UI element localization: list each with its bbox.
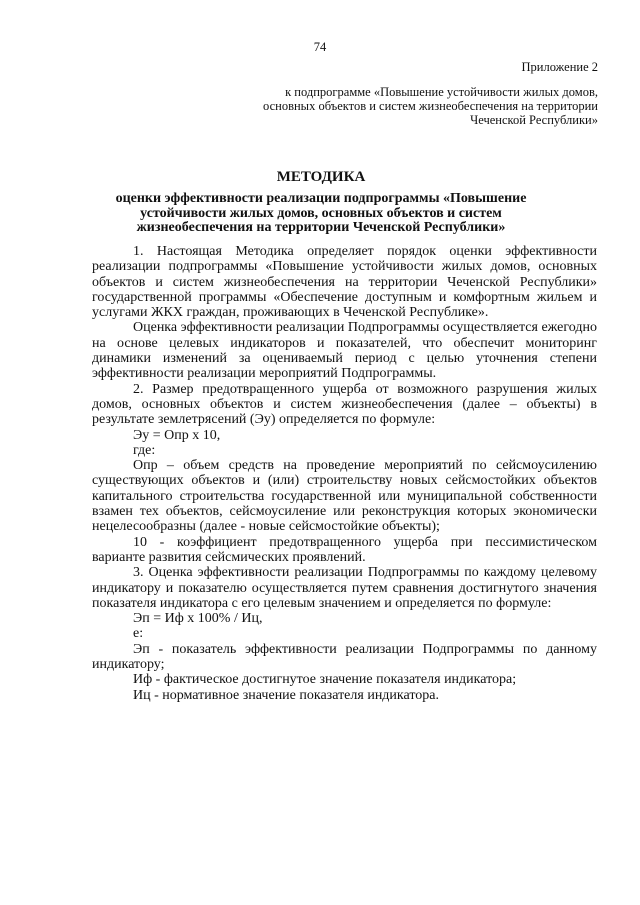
paragraph-ep-definition: Эп - показатель эффективности реализации Подпрограммы по данному индикатору; [92,641,597,673]
paragraph-3: 2. Размер предотвращенного ущерба от возможного разрушения жилых домов, основных объектов и систем жизнеобеспечения (далее – объекты) в результате землетрясений (Эу) определяется по формуле: [92,381,597,428]
formula-efficiency: Эп = Иф х 100% / Иц, [133,611,263,627]
paragraph-opr-definition: Опр – объем средств на проведение мероприятий по сейсмоусилению существующих объектов и (или) строительству новых сейсмостойких объектов капитального строительства государственной или муниципальной собственности взамен тех объектов, сейсмоусиление или реконструкция которых экономически нецелесообразны (далее - новые сейсмостойкие объекты); [92,458,597,535]
where-label-2: е: [133,626,144,642]
appendix-header [238,60,598,127]
appendix-title: Приложение 2 [521,60,598,74]
paragraph-2: Оценка эффективности реализации Подпрограммы осуществляется ежегодно на основе целевых индикаторов и показателей, что обеспечит мониторинг динамики изменений за оцениваемый период с целью уточнения степени эффективности реализации мероприятий Подпрограммы. [92,320,597,382]
paragraph-if-definition: Иф - фактическое достигнутое значение показателя индикатора; [133,672,517,688]
document-subtitle: оценки эффективности реализации подпрограммы «Повышение устойчивости жилых домов, основных объектов и систем жизнеобеспечения на территории Чеченской Республики» [115,191,527,235]
formula-damage: Эу = Опр х 10, [133,427,221,443]
paragraph-1: 1. Настоящая Методика определяет порядок оценки эффективности реализации подпрограммы «Повышение устойчивости жилых домов, основных объектов и систем жизнеобеспечения на территории Чеченской Республики» государственной программы «Обеспечение доступным и комфортным жильем и услугами ЖКХ граждан, проживающих в Чеченской Республике». [92,244,597,321]
document-title: МЕТОДИКА [276,169,366,185]
paragraph-3-evaluation: 3. Оценка эффективности реализации Подпрограммы по каждому целевому индикатору и показателю осуществляется путем сравнения достигнутого значения показателя индикатора с его целевым значением и определяется по формуле: [92,565,597,611]
appendix-reference: к подпрограмме «Повышение устойчивости жилых домов, основных объектов и систем жизнеобеспечения на территории Чеченской Республики» [263,85,598,127]
page-number: 74 [313,40,327,54]
paragraph-coefficient: 10 - коэффициент предотвращенного ущерба при пессимистическом варианте развития сейсмических проявлений. [92,534,597,565]
paragraph-ic-definition: Иц - нормативное значение показателя индикатора. [133,687,440,703]
document-header [96,169,546,236]
document-body [92,244,597,703]
where-label-1: где: [133,442,156,458]
